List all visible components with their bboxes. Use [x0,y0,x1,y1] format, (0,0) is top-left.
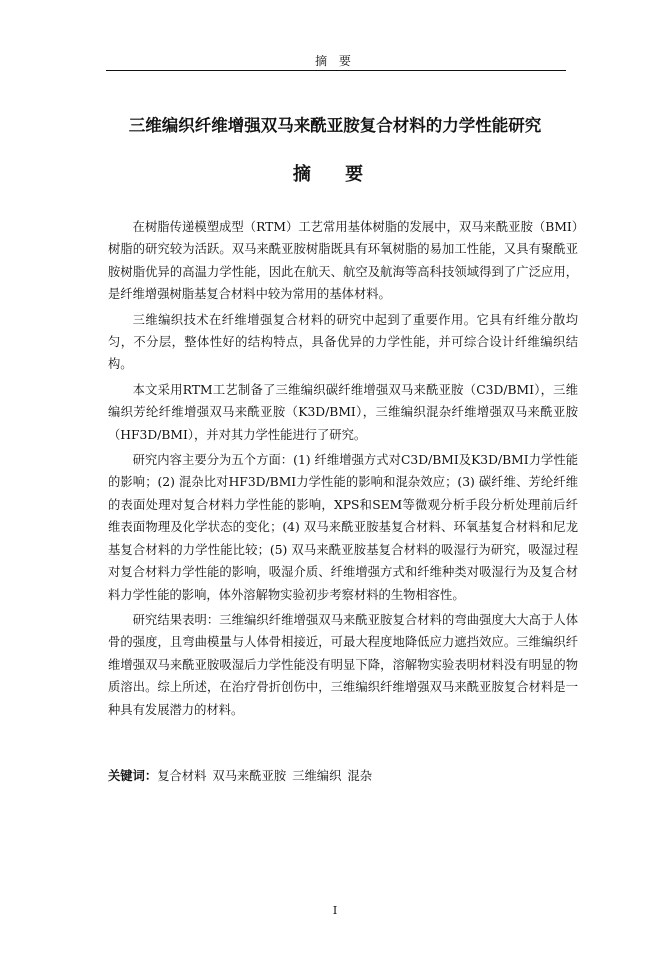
keyword-item: 双马来酰亚胺 [212,769,287,783]
running-header: 摘 要 [315,54,355,68]
paragraph-content: 研究内容主要分为五个方面：(1) 纤维增强方式对C3D/BMI及K3D/BMI力学性能的影响；(2) 混杂比对HF3D/BMI力学性能的影响和混杂效应；(3) 碳纤维、芳纶纤维的表面处理对复合材料力学性能的影响，XPS和SEM等微观分析手段分析处理前后纤维表面物理及化学状态的变化；(4) 双马来酰亚胺基复合材料、环氧基复合材料和尼龙基复合材料的力学性能比较；(5) 双马来酰亚胺基复合材料的吸湿行为研究，吸湿过程对复合材料力学性能的影响，吸湿介质、纤维增强方式和纤维种类对吸湿行为及复合材料力学性能的影响，体外溶解物实验初步考察材料的生物相容性。 [108,453,578,602]
paragraph-results: 研究结果表明：三维编织纤维增强双马来酰亚胺复合材料的弯曲强度大大高于人体骨的强度，且弯曲模量与人体骨相接近，可最大程度地降低应力遮挡效应。三维编织纤维增强双马来酰亚胺吸湿后力学性能没有明显下降，溶解物实验表明材料没有明显的物质溶出。综上所述，在治疗骨折创伤中，三维编织纤维增强双马来酰亚胺复合材料是一种具有发展潜力的材料。 [108,612,578,717]
header-rule [106,70,566,71]
paragraph-braiding: 三维编织技术在纤维增强复合材料的研究中起到了重要作用。它具有纤维分散均匀，不分层，整体性好的结构特点，具备优异的力学性能，并可综合设计纤维编织结构。 [108,312,578,372]
keyword-item: 混杂 [347,769,373,783]
abstract-body [108,216,578,724]
paragraph-method: 本文采用RTM工艺制备了三维编织碳纤维增强双马来酰亚胺（C3D/BMI），三维编织芳纶纤维增强双马来酰亚胺（K3D/BMI），三维编织混杂纤维增强双马来酰亚胺（HF3D/BMI），并对其力学性能进行了研究。 [108,382,578,442]
thesis-title: 三维编织纤维增强双马来酰亚胺复合材料的力学性能研究 [128,116,542,135]
page-number: I [332,904,338,917]
keywords-line [108,765,578,787]
keyword-item: 三维编织 [292,769,342,783]
keywords-label: 关键词： [108,769,158,783]
abstract-heading: 摘 要 [292,164,378,185]
keyword-item: 复合材料 [157,769,207,783]
paragraph-intro: 在树脂传递模塑成型（RTM）工艺常用基体树脂的发展中，双马来酰亚胺（BMI）树脂的研究较为活跃。双马来酰亚胺树脂既具有环氧树脂的易加工性能，又具有聚酰亚胺树脂优异的高温力学性能，因此在航天、航空及航海等高科技领域得到了广泛应用，是纤维增强树脂基复合材料中较为常用的基体材料。 [108,220,578,302]
